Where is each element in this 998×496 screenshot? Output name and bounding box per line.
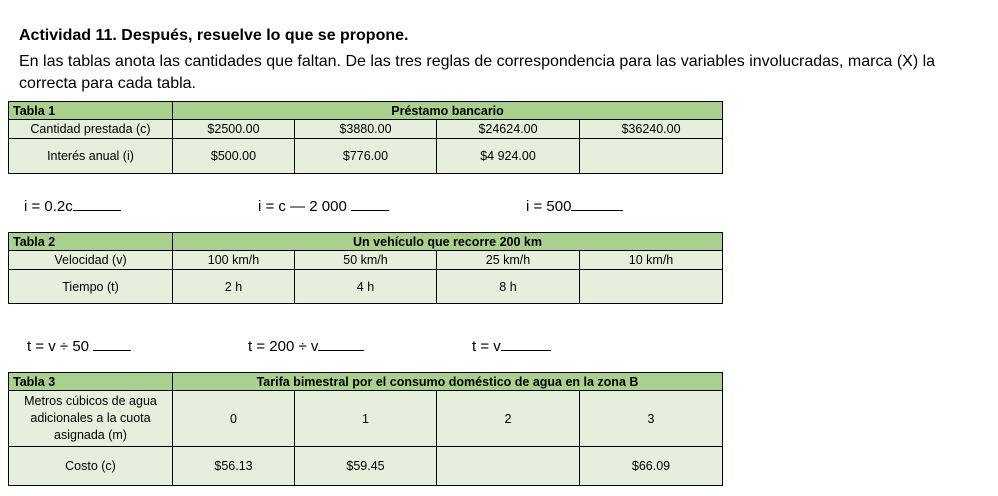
table-2-title: Un vehículo que recorre 200 km [173,233,723,251]
table-1 [8,101,723,174]
table-1-label: Tabla 1 [9,102,173,120]
table-cell: 25 km/h [437,251,580,270]
table-2 [8,232,723,304]
table-cell: 2 h [173,270,295,304]
activity-instructions: En las tablas anota las cantidades que faltan. De las tres reglas de correspondencia para las variables involucradas, marca (X) la correcta para cada tabla. [19,53,936,92]
answer-blank[interactable] [351,196,389,211]
table-cell: $776.00 [295,139,437,174]
table-cell: $66.09 [580,447,723,486]
table-cell: $4 924.00 [437,139,580,174]
answer-blank[interactable] [318,336,364,351]
table-3-row1-label: Metros cúbicos de agua adicionales a la cuota asignada (m) [9,391,173,447]
table-2-option-3[interactable]: t = v [472,336,551,355]
table-cell: $3880.00 [295,120,437,139]
table-1-option-2[interactable]: i = c — 2 000 [258,196,389,215]
table-1-row1-label: Cantidad prestada (c) [9,120,173,139]
table-2-label: Tabla 2 [9,233,173,251]
table-2-option-1[interactable]: t = v ÷ 50 [27,336,131,355]
table-cell: 10 km/h [580,251,723,270]
table-1-row2-label: Interés anual (i) [9,139,173,174]
table-cell: 2 [437,391,580,447]
table-1-title: Préstamo bancario [173,102,723,120]
answer-cell[interactable] [580,270,723,304]
table-cell: $56.13 [173,447,295,486]
table-cell: 0 [173,391,295,447]
table-cell: 100 km/h [173,251,295,270]
table-cell: $59.45 [295,447,437,486]
table-cell: 50 km/h [295,251,437,270]
table-cell: $500.00 [173,139,295,174]
table-3-label: Tabla 3 [9,373,173,391]
table-cell: $2500.00 [173,120,295,139]
table-cell: 8 h [437,270,580,304]
table-3-row2-label: Costo (c) [9,447,173,486]
answer-blank[interactable] [501,336,551,351]
table-2-row1-label: Velocidad (v) [9,251,173,270]
table-cell: 3 [580,391,723,447]
table-cell: 1 [295,391,437,447]
answer-blank[interactable] [571,196,623,211]
table-2-option-2[interactable]: t = 200 ÷ v [248,336,364,355]
activity-title: Actividad 11. Después, resuelve lo que se propone. [19,27,409,44]
table-1-option-1[interactable]: i = 0.2c [24,196,121,215]
answer-blank[interactable] [73,196,121,211]
table-3 [8,372,723,486]
answer-cell[interactable] [580,139,723,174]
answer-cell[interactable] [437,447,580,486]
table-cell: $24624.00 [437,120,580,139]
table-1-option-3[interactable]: i = 500 [526,196,623,215]
table-cell: 4 h [295,270,437,304]
answer-blank[interactable] [93,336,131,351]
table-2-row2-label: Tiempo (t) [9,270,173,304]
table-cell: $36240.00 [580,120,723,139]
table-3-title: Tarifa bimestral por el consumo doméstico de agua en la zona B [173,373,723,391]
